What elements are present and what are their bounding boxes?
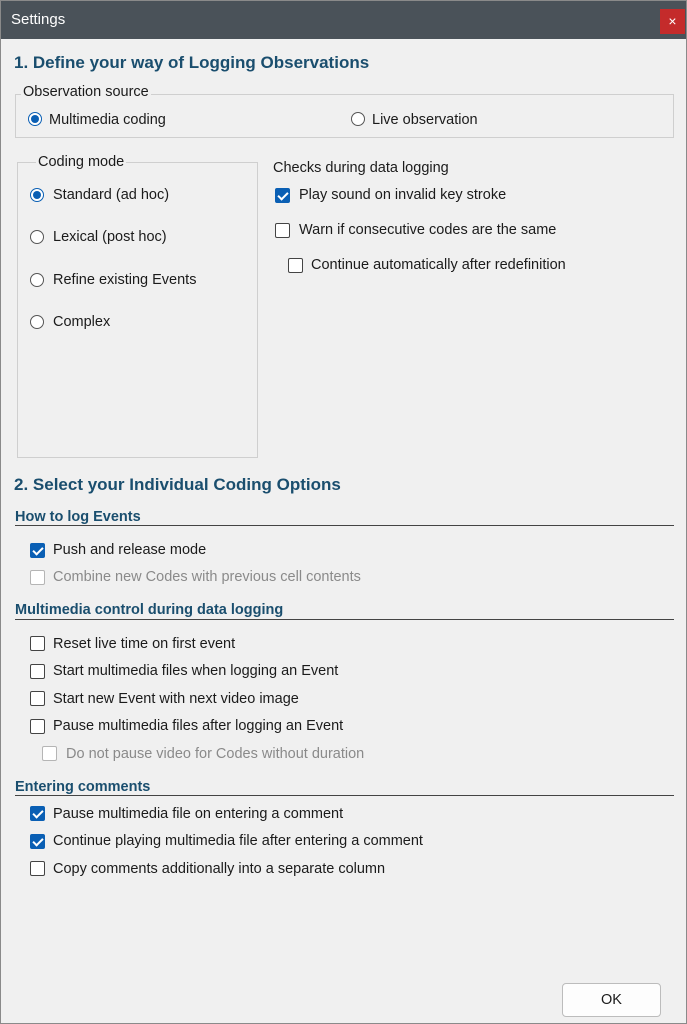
checkbox-reset-live-time-label: Reset live time on first event (53, 636, 236, 652)
checkbox-start-multimedia-label: Start multimedia files when logging an Event (53, 663, 339, 679)
checkbox-pause-after-logging[interactable] (30, 719, 45, 734)
entering-comments-divider (15, 795, 674, 796)
coding-mode-group (17, 162, 258, 458)
radio-multimedia-coding[interactable] (28, 112, 42, 126)
radio-standard[interactable] (30, 188, 44, 202)
entering-comments-title: Entering comments (15, 779, 151, 795)
radio-live-observation-label: Live observation (372, 112, 478, 128)
checkbox-play-sound-label: Play sound on invalid key stroke (299, 187, 507, 203)
checkbox-start-new-event-label: Start new Event with next video image (53, 691, 299, 707)
checkbox-pause-on-comment-label: Pause multimedia file on entering a comment (53, 806, 344, 822)
multimedia-control-divider (15, 619, 674, 620)
checkbox-push-release-label: Push and release mode (53, 542, 207, 558)
checkbox-continue-playing[interactable] (30, 834, 45, 849)
ok-button[interactable]: OK (562, 983, 661, 1017)
title-bar (1, 1, 686, 39)
observation-source-legend: Observation source (23, 84, 149, 100)
checkbox-play-sound[interactable] (275, 188, 290, 203)
checkbox-start-new-event[interactable] (30, 691, 45, 706)
checkbox-copy-comments-label: Copy comments additionally into a separate column (53, 861, 386, 877)
close-button[interactable]: × (660, 9, 685, 34)
radio-live-observation[interactable] (351, 112, 365, 126)
checkbox-push-release[interactable] (30, 543, 45, 558)
radio-multimedia-coding-label: Multimedia coding (49, 112, 166, 128)
radio-refine-events[interactable] (30, 273, 44, 287)
checkbox-reset-live-time[interactable] (30, 636, 45, 651)
checkbox-continue-auto[interactable] (288, 258, 303, 273)
checkbox-start-multimedia[interactable] (30, 664, 45, 679)
checks-title: Checks during data logging (273, 160, 449, 176)
checkbox-do-not-pause[interactable] (42, 746, 57, 761)
checkbox-combine-codes[interactable] (30, 570, 45, 585)
radio-lexical[interactable] (30, 230, 44, 244)
radio-complex[interactable] (30, 315, 44, 329)
coding-mode-legend: Coding mode (38, 154, 125, 170)
checkbox-pause-on-comment[interactable] (30, 806, 45, 821)
checkbox-do-not-pause-label: Do not pause video for Codes without duration (66, 746, 365, 762)
radio-lexical-label: Lexical (post hoc) (53, 229, 167, 245)
how-to-log-divider (15, 525, 674, 526)
checkbox-warn-consecutive[interactable] (275, 223, 290, 238)
checkbox-pause-after-logging-label: Pause multimedia files after logging an Event (53, 718, 344, 734)
section1-heading: 1. Define your way of Logging Observations (14, 53, 370, 72)
checkbox-continue-auto-label: Continue automatically after redefinition (311, 257, 566, 273)
how-to-log-title: How to log Events (15, 509, 141, 525)
section2-heading: 2. Select your Individual Coding Options (14, 475, 341, 494)
radio-refine-events-label: Refine existing Events (53, 272, 197, 288)
checkbox-warn-consecutive-label: Warn if consecutive codes are the same (299, 222, 557, 238)
window-title: Settings (11, 11, 66, 28)
checkbox-copy-comments[interactable] (30, 861, 45, 876)
radio-standard-label: Standard (ad hoc) (53, 187, 170, 203)
multimedia-control-title: Multimedia control during data logging (15, 602, 284, 618)
checkbox-continue-playing-label: Continue playing multimedia file after entering a comment (53, 833, 423, 849)
radio-complex-label: Complex (53, 314, 111, 330)
checkbox-combine-codes-label: Combine new Codes with previous cell contents (53, 569, 361, 585)
